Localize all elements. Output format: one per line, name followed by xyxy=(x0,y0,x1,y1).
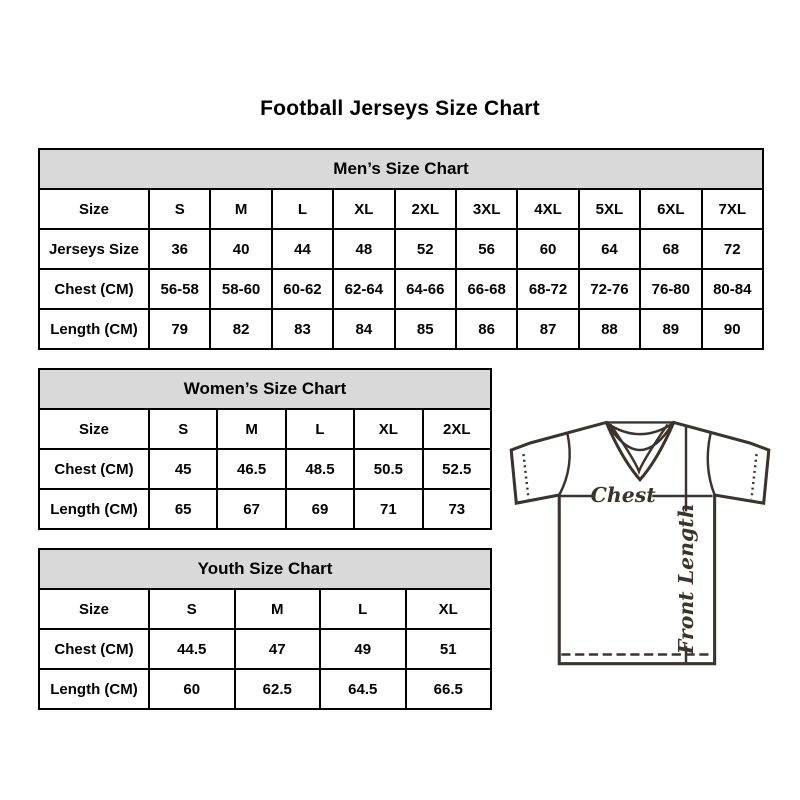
table-row xyxy=(39,269,763,309)
table-cell: L xyxy=(320,589,406,629)
table-cell: 68-72 xyxy=(517,269,578,309)
row-label: Jerseys Size xyxy=(39,229,149,269)
table-cell: 45 xyxy=(149,449,217,489)
table-cell: 5XL xyxy=(579,189,640,229)
table-cell: 76-80 xyxy=(640,269,701,309)
row-label: Length (CM) xyxy=(39,309,149,349)
table-cell: 46.5 xyxy=(217,449,285,489)
table-cell: XL xyxy=(333,189,394,229)
table-cell: 85 xyxy=(395,309,456,349)
table-cell: 60 xyxy=(517,229,578,269)
table-cell: 88 xyxy=(579,309,640,349)
table-cell: 44.5 xyxy=(149,629,235,669)
youth-table-title: Youth Size Chart xyxy=(39,549,491,589)
table-cell: 84 xyxy=(333,309,394,349)
table-cell: 48.5 xyxy=(286,449,354,489)
table-cell: 79 xyxy=(149,309,210,349)
womens-table-title: Women’s Size Chart xyxy=(39,369,491,409)
table-cell: 52.5 xyxy=(423,449,491,489)
row-label: Length (CM) xyxy=(39,669,149,709)
row-label: Length (CM) xyxy=(39,489,149,529)
table-cell: 83 xyxy=(272,309,333,349)
table-cell: 64 xyxy=(579,229,640,269)
table-cell: 56 xyxy=(456,229,517,269)
table-cell: 66-68 xyxy=(456,269,517,309)
mens-size-chart-table xyxy=(38,148,764,350)
table-cell: XL xyxy=(354,409,422,449)
jersey-diagram xyxy=(502,407,778,675)
table-row xyxy=(39,669,491,709)
row-label: Size xyxy=(39,409,149,449)
right-armhole-line xyxy=(708,434,715,495)
table-cell: 52 xyxy=(395,229,456,269)
front-length-measure-label: Front Length xyxy=(674,503,698,655)
table-cell: M xyxy=(217,409,285,449)
table-cell: L xyxy=(286,409,354,449)
mens-table-title: Men’s Size Chart xyxy=(39,149,763,189)
table-cell: M xyxy=(210,189,271,229)
table-cell: 62-64 xyxy=(333,269,394,309)
table-cell: S xyxy=(149,409,217,449)
table-cell: 80-84 xyxy=(702,269,763,309)
table-cell: 4XL xyxy=(517,189,578,229)
table-cell: 68 xyxy=(640,229,701,269)
table-cell: XL xyxy=(406,589,492,629)
youth-size-chart-table xyxy=(38,548,492,710)
table-cell: 86 xyxy=(456,309,517,349)
table-cell: 64.5 xyxy=(320,669,406,709)
row-label: Chest (CM) xyxy=(39,269,149,309)
row-label: Chest (CM) xyxy=(39,449,149,489)
table-cell: 72 xyxy=(702,229,763,269)
table-row xyxy=(39,489,491,529)
table-cell: 2XL xyxy=(423,409,491,449)
table-cell: 7XL xyxy=(702,189,763,229)
table-cell: 90 xyxy=(702,309,763,349)
table-cell: M xyxy=(235,589,321,629)
table-cell: 48 xyxy=(333,229,394,269)
chest-measure-label: Chest xyxy=(590,483,656,508)
left-armhole-line xyxy=(559,434,569,495)
table-cell: 2XL xyxy=(395,189,456,229)
table-cell: L xyxy=(272,189,333,229)
left-cuff-dotted-line xyxy=(523,454,528,499)
table-row xyxy=(39,189,763,229)
table-row xyxy=(39,589,491,629)
table-cell: 62.5 xyxy=(235,669,321,709)
table-row xyxy=(39,309,763,349)
table-cell: 73 xyxy=(423,489,491,529)
page-title: Football Jerseys Size Chart xyxy=(260,97,540,120)
table-cell: 40 xyxy=(210,229,271,269)
table-cell: S xyxy=(149,589,235,629)
table-cell: 56-58 xyxy=(149,269,210,309)
table-row xyxy=(39,409,491,449)
table-cell: 71 xyxy=(354,489,422,529)
right-cuff-dotted-line xyxy=(751,454,756,499)
table-cell: 60 xyxy=(149,669,235,709)
table-cell: 36 xyxy=(149,229,210,269)
table-cell: 89 xyxy=(640,309,701,349)
table-row xyxy=(39,229,763,269)
table-cell: 51 xyxy=(406,629,492,669)
table-cell: 49 xyxy=(320,629,406,669)
table-row xyxy=(39,449,491,489)
womens-size-chart-table xyxy=(38,368,492,530)
table-cell: 66.5 xyxy=(406,669,492,709)
row-label: Size xyxy=(39,189,149,229)
table-cell: 50.5 xyxy=(354,449,422,489)
table-cell: 65 xyxy=(149,489,217,529)
table-cell: 69 xyxy=(286,489,354,529)
jersey-outline xyxy=(511,422,769,663)
table-cell: 3XL xyxy=(456,189,517,229)
table-cell: 58-60 xyxy=(210,269,271,309)
table-cell: 87 xyxy=(517,309,578,349)
table-row xyxy=(39,629,491,669)
table-cell: 6XL xyxy=(640,189,701,229)
row-label: Size xyxy=(39,589,149,629)
table-cell: 60-62 xyxy=(272,269,333,309)
table-cell: 64-66 xyxy=(395,269,456,309)
table-cell: 67 xyxy=(217,489,285,529)
row-label: Chest (CM) xyxy=(39,629,149,669)
table-cell: 44 xyxy=(272,229,333,269)
table-cell: S xyxy=(149,189,210,229)
table-cell: 82 xyxy=(210,309,271,349)
table-cell: 72-76 xyxy=(579,269,640,309)
table-cell: 47 xyxy=(235,629,321,669)
